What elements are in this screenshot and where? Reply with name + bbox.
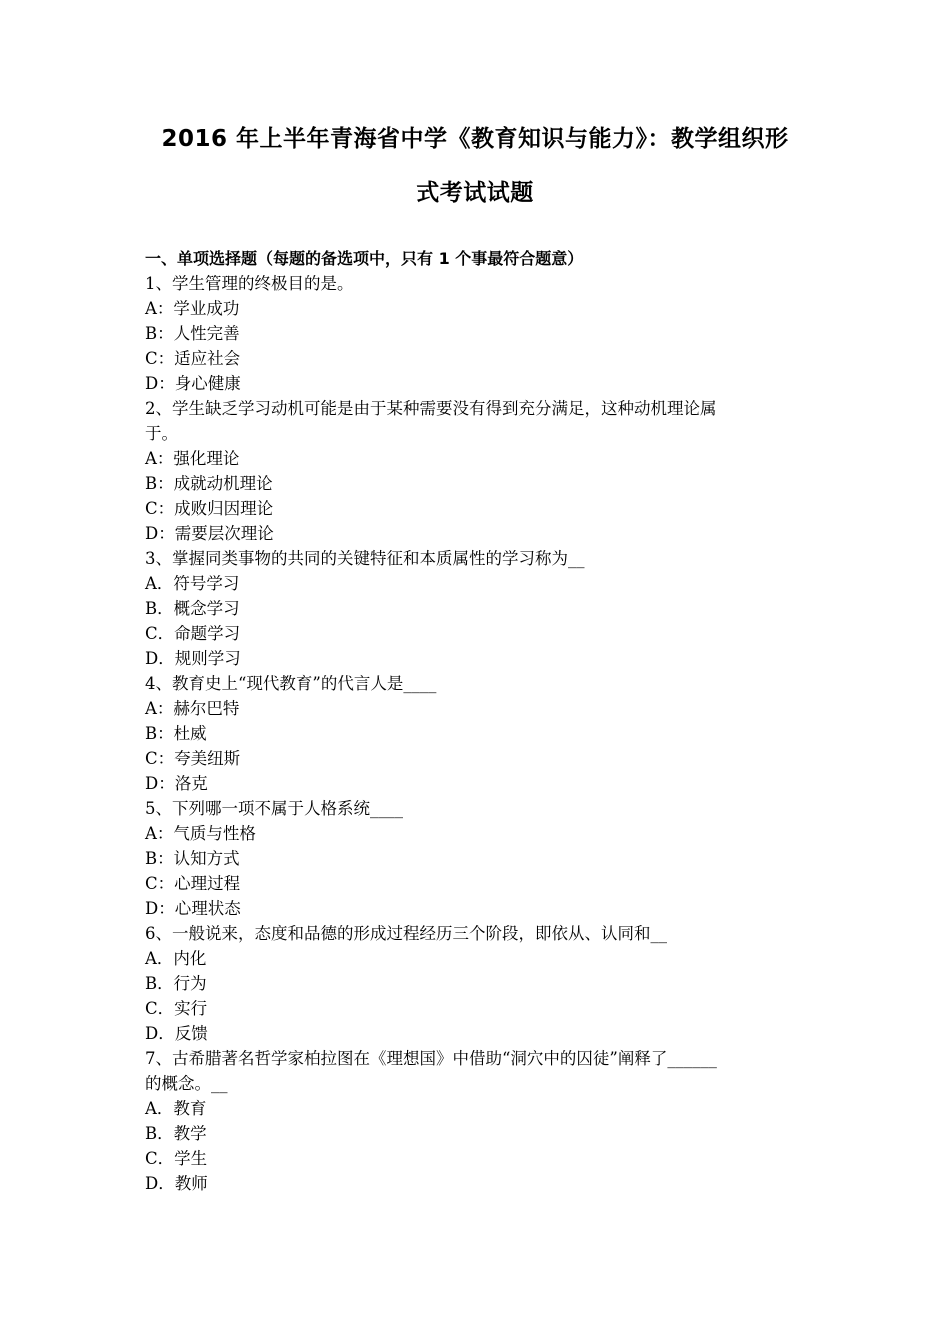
- option-line: D：需要层次理论: [145, 524, 274, 543]
- option-line: B．教学: [145, 1124, 207, 1143]
- question-7: 7、古希腊著名哲学家柏拉图在《理想国》中借助“洞穴中的囚徒”阐释了______: [145, 1049, 717, 1068]
- option-line: D：心理状态: [145, 899, 241, 918]
- option-line: D：洛克: [145, 774, 208, 793]
- option-line: B：成就动机理论: [145, 474, 273, 493]
- question-4: 4、教育史上“现代教育”的代言人是____: [145, 674, 437, 693]
- document-content: [145, 246, 813, 1196]
- option-line: C：成败归因理论: [145, 499, 274, 518]
- question-5: 5、下列哪一项不属于人格系统____: [145, 799, 403, 818]
- option-line: A．内化: [145, 949, 207, 968]
- option-line: D．教师: [145, 1174, 208, 1193]
- option-line: B：认知方式: [145, 849, 240, 868]
- question-6: 6、一般说来，态度和品德的形成过程经历三个阶段，即依从、认同和__: [145, 924, 667, 943]
- option-line: C．实行: [145, 999, 208, 1018]
- option-line: A：赫尔巴特: [145, 699, 240, 718]
- option-line: C：心理过程: [145, 874, 241, 893]
- option-line: B．行为: [145, 974, 207, 993]
- section-heading: 一、单项选择题（每题的备选项中，只有 1 个事最符合题意）: [145, 249, 584, 268]
- option-line: A．教育: [145, 1099, 207, 1118]
- question-2-continued: 于。: [145, 424, 178, 443]
- document-title-line-2: 式考试试题: [416, 180, 534, 206]
- question-3: 3、掌握同类事物的共同的关键特征和本质属性的学习称为__: [145, 549, 585, 568]
- option-line: B：杜威: [145, 724, 207, 743]
- option-line: D．规则学习: [145, 649, 241, 668]
- question-1: 1、学生管理的终极目的是。: [145, 274, 354, 293]
- option-line: B．概念学习: [145, 599, 240, 618]
- option-line: C：夸美纽斯: [145, 749, 241, 768]
- option-line: A：学业成功: [145, 299, 240, 318]
- option-line: A：强化理论: [145, 449, 240, 468]
- option-line: C．学生: [145, 1149, 208, 1168]
- option-line: A：气质与性格: [145, 824, 256, 843]
- option-line: B：人性完善: [145, 324, 240, 343]
- option-line: C．命题学习: [145, 624, 241, 643]
- document-title-line-1: 2016 年上半年青海省中学《教育知识与能力》：教学组织形: [161, 126, 789, 152]
- option-line: D：身心健康: [145, 374, 241, 393]
- option-line: D．反馈: [145, 1024, 208, 1043]
- question-7-continued: 的概念。__: [145, 1074, 228, 1093]
- option-line: C：适应社会: [145, 349, 241, 368]
- question-2: 2、学生缺乏学习动机可能是由于某种需要没有得到充分满足，这种动机理论属: [145, 399, 717, 418]
- option-line: A．符号学习: [145, 574, 240, 593]
